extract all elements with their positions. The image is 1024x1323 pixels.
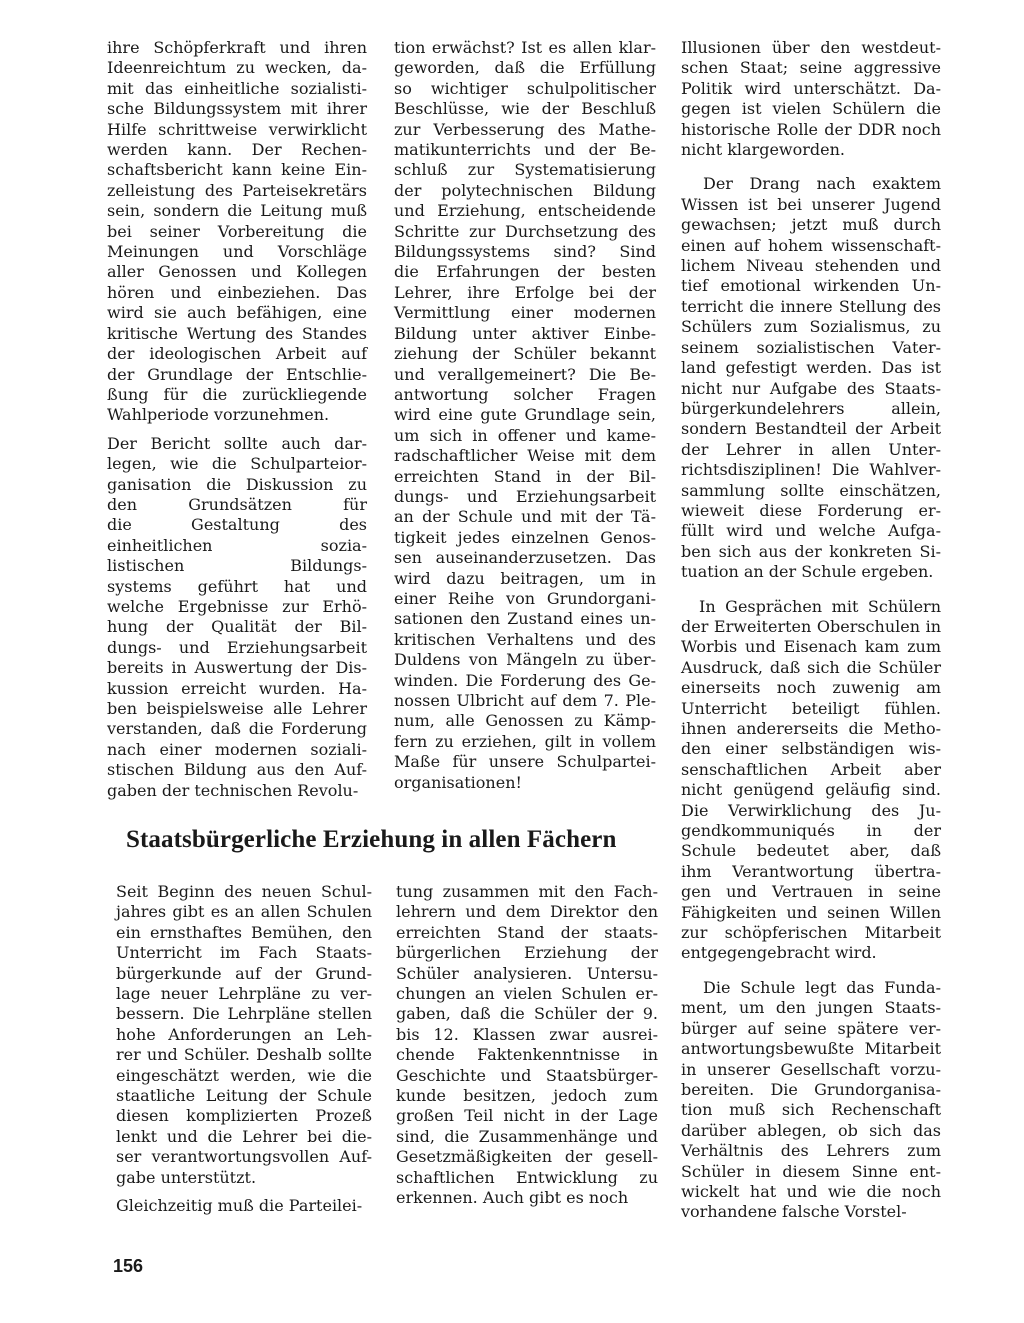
text-line: entgegengebracht wird. xyxy=(681,943,877,963)
text-line: ihnen andererseits die Metho- xyxy=(681,719,941,738)
text-line: sationen den Zustand eines un- xyxy=(394,609,656,629)
upper-middle-column xyxy=(394,38,656,793)
text-line: land gefestigt werden. Das ist xyxy=(681,358,941,378)
text-line: ihre Schöpferkraft und ihren xyxy=(107,38,367,57)
text-line: Schüler analysieren. Untersu- xyxy=(396,963,658,983)
text-line: Bildung unter aktiver Einbe- xyxy=(394,323,656,343)
text-line: einer Reihe von Grundorgani- xyxy=(394,588,656,608)
text-line: wieweit diese Forderung er- xyxy=(681,500,941,520)
text-line: um sich in offener und kame- xyxy=(394,425,656,445)
text-line: mit das einheitliche sozialisti- xyxy=(107,78,367,98)
text-line: bürgerlichen Erziehung der xyxy=(396,943,658,963)
text-line: diesen komplizierten Prozeß xyxy=(116,1106,372,1126)
text-line: kunde besitzen, jedoch zum xyxy=(396,1086,658,1106)
text-line: sammlung sollte einschätzen, xyxy=(681,480,941,500)
text-line: Illusionen über den westdeut- xyxy=(681,38,941,57)
text-line: Fähigkeiten und seinen Willen xyxy=(681,902,941,922)
text-line: eingeschätzt werden, wie die xyxy=(116,1065,372,1085)
text-line: Hilfe schrittweise verwirklicht xyxy=(107,119,367,139)
text-line: der Erweiterten Oberschulen in xyxy=(681,616,941,636)
page-number: 156 xyxy=(113,1256,144,1276)
text-line: sein, sondern die Leitung muß xyxy=(107,201,367,221)
text-line: chende Faktenkenntnisse in xyxy=(396,1045,658,1065)
text-line: radschaftlicher Weise mit dem xyxy=(394,446,656,466)
text-line: richtsdisziplinen! Die Wahlver- xyxy=(681,460,941,480)
text-line: sind, die Zusammenhänge und xyxy=(396,1126,658,1146)
text-line: ihm Verantwortung übertra- xyxy=(681,861,941,881)
text-line: zelleistung des Parteisekretärs xyxy=(107,180,367,200)
text-line: chungen an vielen Schulen er- xyxy=(396,984,658,1004)
text-line: kussion erreicht wurden. Ha- xyxy=(107,678,367,698)
text-line: welche Ergebnisse zur Erhö- xyxy=(107,596,367,616)
text-line: legen, wie die Schulparteior- xyxy=(107,454,367,474)
text-line: ben sich aus der konkreten Si- xyxy=(681,541,941,561)
lower-left-column xyxy=(116,882,372,1217)
text-line: wird sie auch befähigen, eine xyxy=(107,303,367,323)
text-line: gewachsen; jetzt muß durch xyxy=(681,215,941,235)
text-line: organisationen! xyxy=(394,772,522,792)
text-line: winden. Die Forderung des Ge- xyxy=(394,670,656,690)
text-line: Maße für unsere Schulpartei- xyxy=(394,752,656,772)
text-line: Lehrer, ihre Erfolge bei der xyxy=(394,282,656,302)
text-line: ser verantwortungsvollen Auf- xyxy=(116,1147,372,1167)
text-line: nicht genügend geläufig sind. xyxy=(681,780,941,800)
text-line: an der Schule und mit der Tä- xyxy=(394,507,656,527)
text-line: kritische Wertung des Standes xyxy=(107,323,367,343)
text-line: tung zusammen mit den Fach- xyxy=(396,882,658,901)
text-line: listischen Bildungs- xyxy=(107,556,367,576)
text-line: erreichten Stand in der Bil- xyxy=(394,466,656,486)
text-line: schluß zur Systematisierung xyxy=(394,160,656,180)
text-line: Worbis und Eisenach kam zum xyxy=(681,637,941,657)
text-line: matikunterrichts und der Be- xyxy=(394,140,656,160)
text-line: Vermittlung einer modernen xyxy=(394,303,656,323)
text-line: Schülers zum Sozialismus, zu xyxy=(681,317,941,337)
text-line: erreichten Stand der staats- xyxy=(396,922,658,942)
text-line: hohe Anforderungen an Leh- xyxy=(116,1024,372,1044)
text-line: In Gesprächen mit Schülern xyxy=(699,596,941,616)
text-line: gegen ist vielen Schülern die xyxy=(681,99,941,119)
text-line: nicht nur Aufgabe des Staats- xyxy=(681,378,941,398)
text-line: Meinungen und Vorschläge xyxy=(107,242,367,262)
text-line: Ideenreichtum zu wecken, da- xyxy=(107,58,367,78)
text-line: bereits in Auswertung der Dis- xyxy=(107,658,367,678)
text-line: antwortungsbewußte Mitarbeit xyxy=(681,1039,941,1059)
text-line: Geschichte und Staatsbürger- xyxy=(396,1065,658,1085)
text-line: terricht die innere Stellung des xyxy=(681,296,941,316)
text-line: der polytechnischen Bildung xyxy=(394,180,656,200)
text-line: vorhandene falsche Vorstel- xyxy=(681,1202,907,1222)
text-line: tuation an der Schule ergeben. xyxy=(681,562,934,582)
text-line: bereiten. Die Grundorganisa- xyxy=(681,1079,941,1099)
upper-left-column xyxy=(107,38,367,801)
text-line: darüber ablegen, ob sich das xyxy=(681,1120,941,1140)
text-line: einerseits noch zuwenig am xyxy=(681,678,941,698)
text-line: lage neuer Lehrpläne zu ver- xyxy=(116,984,372,1004)
text-line: die Gestaltung des xyxy=(107,515,367,535)
text-line: erkennen. Auch gibt es noch xyxy=(396,1188,629,1208)
text-line: gaben der technischen Revolu- xyxy=(107,780,359,800)
text-line: tigkeit jedes einzelnen Genos- xyxy=(394,527,656,547)
text-line: antwortung solcher Fragen xyxy=(394,384,656,404)
text-line: großen Teil nicht in der Lage xyxy=(396,1106,658,1126)
text-line: kritischen Verhaltens und des xyxy=(394,629,656,649)
text-line: der Grundlage der Entschlie- xyxy=(107,364,367,384)
text-line: sen auseinanderzusetzen. Das xyxy=(394,548,656,568)
text-line: zur Verbesserung des Mathe- xyxy=(394,119,656,139)
text-line: gendkommuniqués in der xyxy=(681,821,941,841)
text-line: ganisation die Diskussion zu xyxy=(107,474,367,494)
text-line: dungs- und Erziehungsarbeit xyxy=(394,486,656,506)
text-line: Die Verwirklichung des Ju- xyxy=(681,800,941,820)
text-line: sche Bildungssystem mit ihrer xyxy=(107,99,367,119)
text-line: Schule bedeutet aber, daß xyxy=(681,841,941,861)
text-line: bürger auf seine spätere ver- xyxy=(681,1018,941,1038)
text-line: seinem sozialistischen Vater- xyxy=(681,337,941,357)
text-line: dungs- und Erziehungsarbeit xyxy=(107,637,367,657)
text-line: Gleichzeitig muß die Parteilei- xyxy=(116,1196,363,1216)
text-line: schaftsbericht kann keine Ein- xyxy=(107,160,367,180)
text-line: tion erwächst? Ist es allen klar- xyxy=(394,38,656,57)
text-line: sondern Bestandteil der Arbeit xyxy=(681,419,941,439)
text-line: Der Drang nach exaktem xyxy=(703,174,941,194)
text-line: einheitlichen sozia- xyxy=(107,535,367,555)
text-line: der Lehrer in allen Unter- xyxy=(681,439,941,459)
text-line: Duldens von Mängeln zu über- xyxy=(394,650,656,670)
text-line: ßung für die zurückliegende xyxy=(107,384,367,404)
text-line: Verhältnis des Lehrers zum xyxy=(681,1141,941,1161)
text-line: Unterricht beteiligt fühlen. xyxy=(681,698,941,718)
text-line: wird dazu beitragen, um in xyxy=(394,568,656,588)
text-line: senschaftlichen Arbeit aber xyxy=(681,759,941,779)
text-line: bürgerkunde auf der Grund- xyxy=(116,963,372,983)
text-line: werden kann. Der Rechen- xyxy=(107,140,367,160)
text-line: Der Bericht sollte auch dar- xyxy=(107,433,367,453)
text-line: Beschlüsse, wie der Beschluß xyxy=(394,99,656,119)
text-line: historische Rolle der DDR noch xyxy=(681,119,941,139)
text-line: hören und einbeziehen. Das xyxy=(107,282,367,302)
text-line: tief emotional wirkenden Un- xyxy=(681,276,941,296)
text-line: in unserer Gesellschaft vorzu- xyxy=(681,1059,941,1079)
text-line: nicht klargeworden. xyxy=(681,140,845,160)
text-line: gabe unterstützt. xyxy=(116,1167,257,1187)
text-line: rer und Schüler. Deshalb sollte xyxy=(116,1045,372,1065)
text-line: ziehung der Schüler bekannt xyxy=(394,344,656,364)
text-line: nossen Ulbricht auf dem 7. Ple- xyxy=(394,691,656,710)
section-heading: Staatsbürgerliche Erziehung in allen Fächern xyxy=(126,826,617,853)
text-line: geworden, daß die Erfüllung xyxy=(394,58,656,78)
text-line: Wahlperiode vorzunehmen. xyxy=(107,405,330,425)
text-line: staatliche Leitung der Schule xyxy=(116,1086,372,1106)
text-line: den einer selbständigen wis- xyxy=(681,739,941,759)
text-line: Ausdruck, daß sich die Schüler xyxy=(681,657,941,677)
text-line: schen Staat; seine aggressive xyxy=(681,58,941,78)
text-line: hung der Qualität der Bil- xyxy=(107,617,367,637)
text-line: bis 12. Klassen zwar ausrei- xyxy=(396,1024,658,1044)
text-line: num, alle Genossen zu Kämp- xyxy=(394,711,656,731)
text-line: jahres gibt es an allen Schulen xyxy=(116,902,372,922)
text-line: der ideologischen Arbeit auf xyxy=(107,344,367,364)
text-line: Gesetzmäßigkeiten der gesell- xyxy=(396,1147,658,1167)
text-line: gaben, daß die Schüler der 9. xyxy=(396,1004,658,1024)
text-line: Schritte zur Durchsetzung des xyxy=(394,221,656,241)
text-line: Schüler in diesem Sinne ent- xyxy=(681,1161,941,1181)
text-line: stischen Bildung aus den Auf- xyxy=(107,760,367,780)
text-line: bessern. Die Lehrpläne stellen xyxy=(116,1004,372,1024)
text-line: ment, um den jungen Staats- xyxy=(681,998,941,1018)
text-line: lenkt und die Lehrer bei die- xyxy=(116,1126,372,1146)
text-line: und Erziehung, entscheidende xyxy=(394,201,656,221)
text-line: bürgerkundelehrers allein, xyxy=(681,398,941,418)
text-line: Wissen ist bei unserer Jugend xyxy=(681,194,941,214)
text-line: lichem Niveau stehenden und xyxy=(681,256,941,276)
text-line: den Grundsätzen für xyxy=(107,494,367,514)
text-line: Politik wird unterschätzt. Da- xyxy=(681,78,941,98)
text-line: füllt wird und welche Aufga- xyxy=(681,521,941,541)
text-line: systems geführt hat und xyxy=(107,576,367,596)
right-column xyxy=(681,38,941,1223)
text-line: und verallgemeinert? Die Be- xyxy=(394,364,656,384)
text-line: ein ernsthaftes Bemühen, den xyxy=(116,922,372,942)
text-line: gen und Vertrauen in seine xyxy=(681,882,941,902)
lower-middle-column xyxy=(396,882,658,1209)
text-line: verstanden, daß die Forderung xyxy=(107,719,367,739)
text-line: Unterricht im Fach Staats- xyxy=(116,943,372,963)
text-line: Die Schule legt das Funda- xyxy=(703,977,941,997)
text-line: fern zu erziehen, gilt in vollem xyxy=(394,731,656,751)
text-line: bei seiner Vorbereitung die xyxy=(107,221,367,241)
text-line: aller Genossen und Kollegen xyxy=(107,262,367,282)
text-line: Seit Beginn des neuen Schul- xyxy=(116,882,372,901)
text-line: so wichtiger schulpolitischer xyxy=(394,78,656,98)
text-line: ben beispielsweise alle Lehrer xyxy=(107,699,367,718)
text-line: zur schöpferischen Mitarbeit xyxy=(681,923,941,943)
text-line: schaftlichen Entwicklung zu xyxy=(396,1167,658,1187)
text-line: nach einer modernen soziali- xyxy=(107,739,367,759)
text-line: Bildungssystems sind? Sind xyxy=(394,242,656,262)
text-line: einen auf hohem wissenschaft- xyxy=(681,235,941,255)
text-line: wickelt hat und wie die noch xyxy=(681,1181,941,1201)
text-line: wird eine gute Grundlage sein, xyxy=(394,405,656,425)
text-line: lehrern und dem Direktor den xyxy=(396,902,658,922)
text-line: tion muß sich Rechenschaft xyxy=(681,1100,941,1120)
text-line: die Erfahrungen der besten xyxy=(394,262,656,282)
